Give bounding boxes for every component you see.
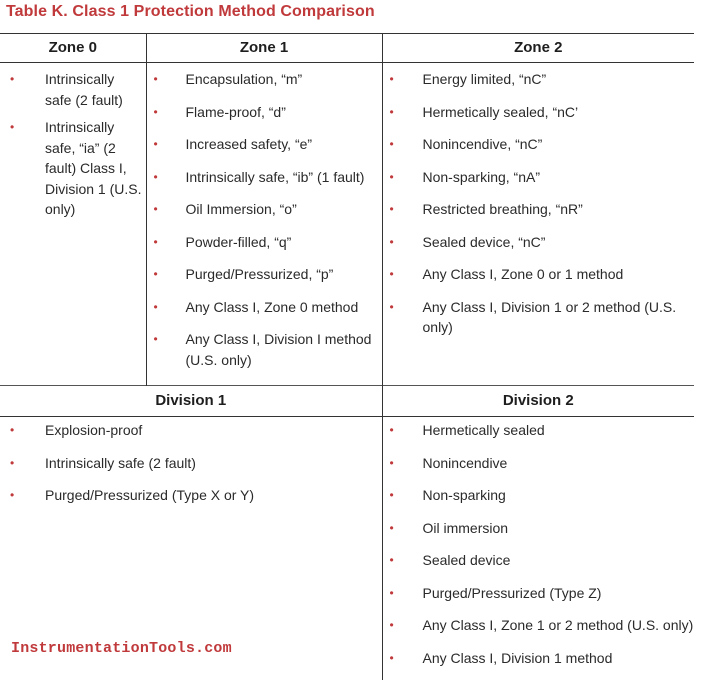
list-item — [0, 117, 146, 220]
table-title: Table K. Class 1 Protection Method Comparison — [6, 3, 375, 21]
zone-body-row — [0, 63, 694, 386]
list-item — [147, 297, 382, 318]
list-item — [147, 102, 382, 123]
bullet-icon: • — [390, 420, 394, 441]
bullet-icon: • — [154, 264, 158, 285]
list-item — [147, 232, 382, 253]
bullet-icon: • — [154, 232, 158, 253]
division2-cell — [382, 417, 694, 680]
bullet-icon: • — [390, 69, 394, 90]
list-item-text: Any Class I, Division 1 method — [423, 650, 613, 666]
list-item-text: Flame-proof, “d” — [186, 104, 286, 120]
list-item — [147, 329, 382, 370]
zone2-list — [383, 69, 695, 338]
list-item-text: Energy limited, “nC” — [423, 71, 547, 87]
list-item-text: Hermetically sealed — [423, 422, 545, 438]
list-item-text: Any Class I, Zone 1 or 2 method (U.S. only) — [423, 617, 694, 633]
list-item — [383, 420, 695, 441]
division2-list — [383, 420, 695, 668]
list-item — [383, 550, 695, 571]
list-item-text: Purged/Pressurized, “p” — [186, 266, 334, 282]
bullet-icon: • — [10, 69, 14, 90]
bullet-icon: • — [10, 453, 14, 474]
bullet-icon: • — [390, 583, 394, 604]
bullet-icon: • — [390, 199, 394, 220]
bullet-icon: • — [154, 167, 158, 188]
list-item-text: Nonincendive — [423, 455, 508, 471]
bullet-icon: • — [390, 134, 394, 155]
list-item-text: Intrinsically safe, “ia” (2 fault) Class I, Division 1 (U.S. only) — [45, 119, 141, 217]
list-item-text: Increased safety, “e” — [186, 136, 313, 152]
zone0-header: Zone 0 — [0, 34, 146, 63]
list-item-text: Oil immersion — [423, 520, 509, 536]
site-watermark: InstrumentationTools.com — [11, 640, 232, 657]
list-item — [0, 420, 382, 441]
list-item — [147, 199, 382, 220]
list-item — [147, 134, 382, 155]
list-item-text: Any Class I, Division 1 or 2 method (U.S. only) — [423, 299, 677, 336]
zone2-cell — [382, 63, 694, 386]
bullet-icon: • — [390, 102, 394, 123]
zone1-cell — [146, 63, 382, 386]
list-item — [0, 453, 382, 474]
bullet-icon: • — [390, 264, 394, 285]
list-item-text: Any Class I, Division I method (U.S. only) — [186, 331, 372, 368]
zone-header-row — [0, 34, 694, 63]
list-item — [383, 615, 695, 636]
list-item — [0, 69, 146, 110]
division-header-row — [0, 386, 694, 417]
list-item — [147, 167, 382, 188]
list-item-text: Any Class I, Zone 0 or 1 method — [423, 266, 624, 282]
bullet-icon: • — [390, 297, 394, 318]
list-item — [383, 232, 695, 253]
list-item-text: Purged/Pressurized (Type Z) — [423, 585, 602, 601]
bullet-icon: • — [390, 550, 394, 571]
list-item-text: Intrinsically safe, “ib” (1 fault) — [186, 169, 365, 185]
list-item-text: Restricted breathing, “nR” — [423, 201, 583, 217]
list-item-text: Oil Immersion, “o” — [186, 201, 297, 217]
division1-header: Division 1 — [0, 386, 382, 417]
list-item — [383, 518, 695, 539]
list-item — [383, 167, 695, 188]
bullet-icon: • — [390, 167, 394, 188]
list-item — [0, 485, 382, 506]
list-item — [383, 69, 695, 90]
list-item — [383, 485, 695, 506]
list-item-text: Explosion-proof — [45, 422, 142, 438]
list-item-text: Purged/Pressurized (Type X or Y) — [45, 487, 254, 503]
list-item-text: Sealed device, “nC” — [423, 234, 546, 250]
bullet-icon: • — [390, 648, 394, 669]
list-item — [147, 69, 382, 90]
bullet-icon: • — [154, 134, 158, 155]
bullet-icon: • — [390, 232, 394, 253]
bullet-icon: • — [390, 518, 394, 539]
bullet-icon: • — [154, 199, 158, 220]
bullet-icon: • — [10, 117, 14, 138]
list-item-text: Any Class I, Zone 0 method — [186, 299, 359, 315]
list-item — [383, 134, 695, 155]
zone0-cell — [0, 63, 146, 386]
list-item-text: Powder-filled, “q” — [186, 234, 292, 250]
list-item-text: Intrinsically safe (2 fault) — [45, 71, 123, 108]
list-item — [383, 102, 695, 123]
bullet-icon: • — [390, 615, 394, 636]
bullet-icon: • — [154, 102, 158, 123]
bullet-icon: • — [154, 329, 158, 350]
list-item-text: Hermetically sealed, “nC’ — [423, 104, 579, 120]
list-item — [383, 583, 695, 604]
list-item-text: Non-sparking, “nA” — [423, 169, 541, 185]
bullet-icon: • — [154, 297, 158, 318]
division2-header: Division 2 — [382, 386, 694, 417]
zone0-list — [0, 69, 146, 220]
list-item — [383, 648, 695, 669]
bullet-icon: • — [10, 420, 14, 441]
list-item-text: Sealed device — [423, 552, 511, 568]
list-item — [383, 453, 695, 474]
list-item — [383, 297, 695, 338]
bullet-icon: • — [390, 485, 394, 506]
zone2-header: Zone 2 — [382, 34, 694, 63]
list-item — [383, 264, 695, 285]
protection-method-table — [0, 33, 694, 680]
list-item-text: Encapsulation, “m” — [186, 71, 303, 87]
zone1-list — [147, 69, 382, 370]
list-item — [147, 264, 382, 285]
zone1-header: Zone 1 — [146, 34, 382, 63]
bullet-icon: • — [154, 69, 158, 90]
division1-list — [0, 420, 382, 506]
bullet-icon: • — [10, 485, 14, 506]
list-item-text: Intrinsically safe (2 fault) — [45, 455, 196, 471]
bullet-icon: • — [390, 453, 394, 474]
list-item — [383, 199, 695, 220]
list-item-text: Nonincendive, “nC” — [423, 136, 543, 152]
list-item-text: Non-sparking — [423, 487, 506, 503]
